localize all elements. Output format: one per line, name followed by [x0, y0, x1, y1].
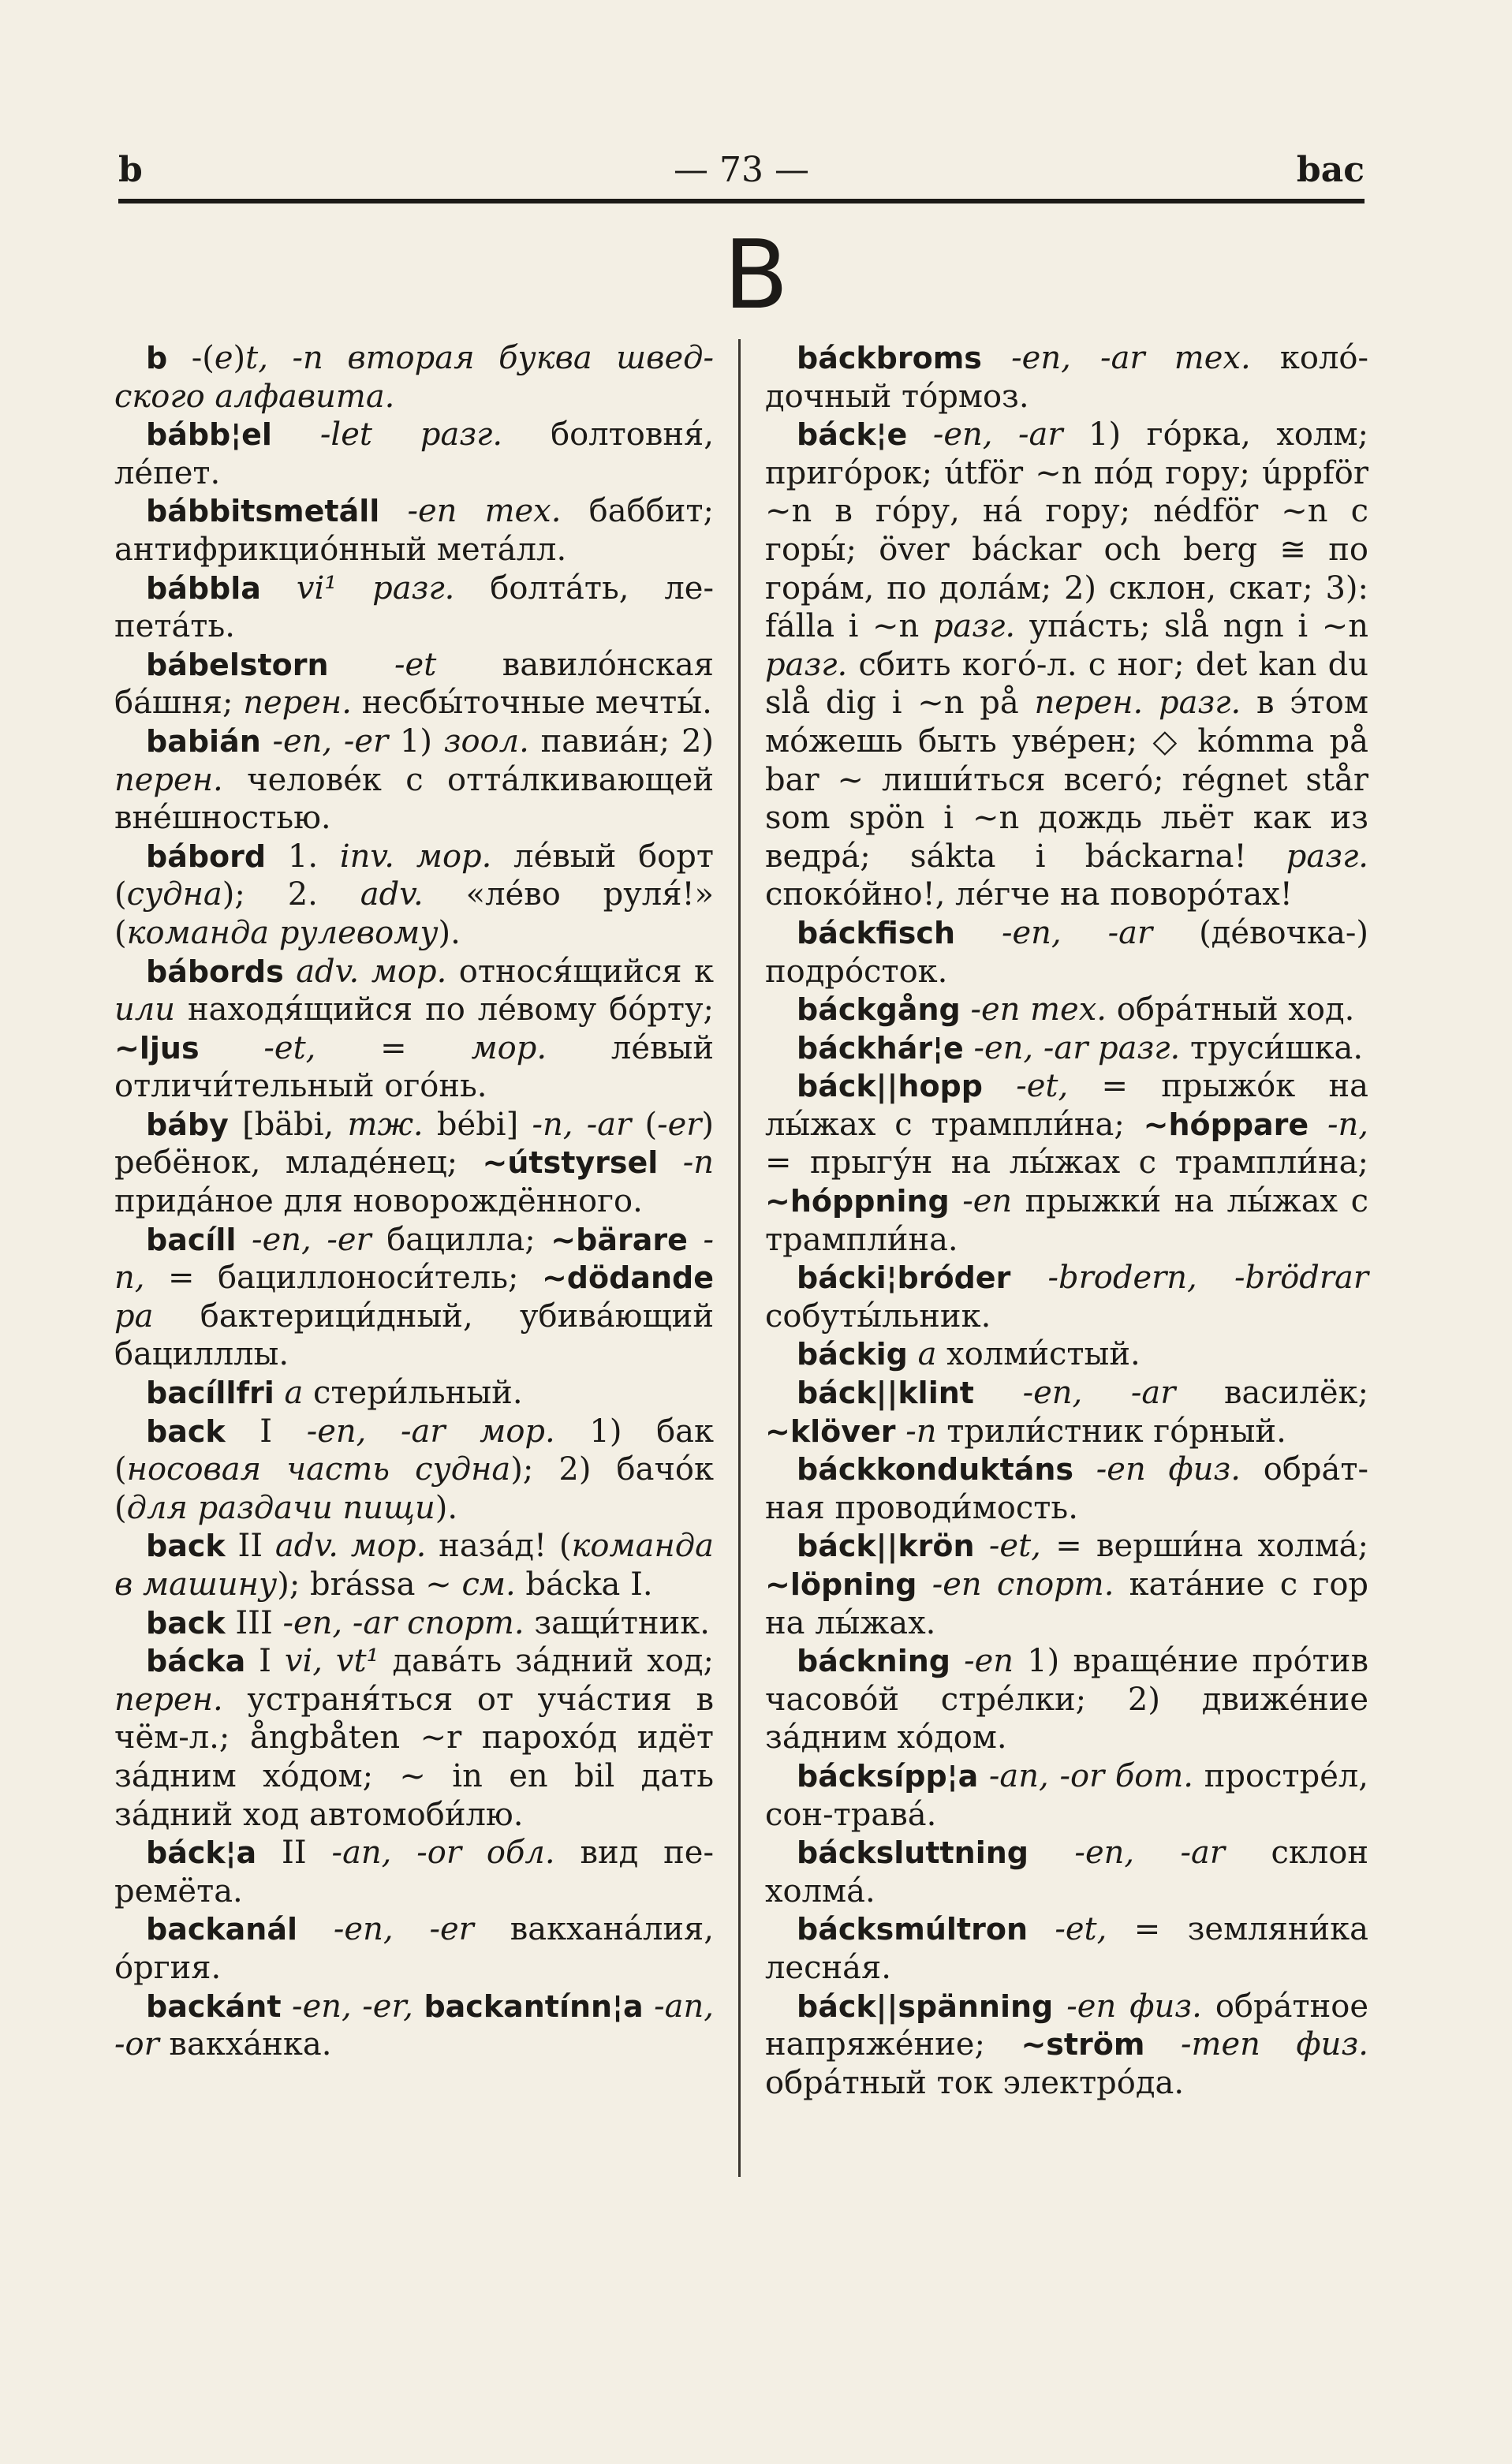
- entry-grammar-label: судна: [126, 876, 222, 913]
- entry-text: земляни́ка лесна́я.: [765, 1911, 1368, 1986]
- header-right-guide-word: bac: [1296, 150, 1365, 190]
- entry-text: ).: [435, 1489, 458, 1526]
- entry-text: 1.: [266, 838, 340, 875]
- entry-headword: babián: [146, 723, 261, 759]
- entry-text: склон холма́.: [765, 1835, 1368, 1910]
- entry-text: дава́ть за́дний ход;: [379, 1643, 714, 1680]
- entry-headword: bácksluttning: [797, 1835, 1029, 1871]
- entry-headword: back: [146, 1529, 226, 1564]
- entry-headword: báck||krön: [797, 1529, 975, 1564]
- entry-text: ле́вый борт (: [114, 838, 714, 913]
- entry-text: bébi]: [423, 1106, 532, 1143]
- entry-grammar-label: -en физ.: [1053, 1988, 1202, 2025]
- entry-text: ).: [438, 914, 461, 951]
- entry-headword: ~dödande: [541, 1260, 714, 1296]
- entry-headword: bábords: [146, 954, 284, 989]
- entry-text: болта́ть, лепета́ть.: [114, 569, 714, 645]
- entry-text: вакха́нка.: [159, 2026, 332, 2063]
- entry-grammar-label: -et, =: [1028, 1911, 1161, 1948]
- entry-text: челове́к с отта́лкивающей вне́шностью.: [114, 761, 714, 837]
- entry-grammar-label: -en, -ar тех.: [981, 340, 1251, 376]
- entry-text: bácka I.: [515, 1566, 653, 1603]
- entry-headword: báby: [146, 1107, 229, 1142]
- dictionary-entry: [765, 339, 1368, 416]
- dictionary-entry: [765, 1642, 1368, 1757]
- entry-grammar-label: перен.: [114, 1681, 223, 1718]
- entry-grammar-label: -en, -ar: [907, 416, 1063, 454]
- dictionary-entry: [114, 569, 714, 646]
- entry-headword: bacíllfri: [146, 1376, 274, 1411]
- entry-text: I: [225, 1413, 307, 1450]
- entry-text: (: [631, 1106, 658, 1143]
- entry-grammar-label: -n: [895, 1413, 937, 1450]
- dictionary-entry: [765, 1757, 1368, 1834]
- entry-text: стери́льный.: [303, 1375, 523, 1412]
- entry-text: споко́йно!, ле́гче на поворо́тах!: [765, 876, 1293, 913]
- entry-grammar-label: -en физ.: [1073, 1451, 1241, 1488]
- entry-text: обра́тная проводи́мость.: [765, 1451, 1368, 1526]
- entry-text: баббит; антифрикцио́нный мета́лл.: [114, 493, 714, 568]
- entry-grammar-label: a: [274, 1375, 304, 1412]
- entry-headword: báckning: [797, 1644, 950, 1679]
- entry-grammar-label: команда в машину: [114, 1528, 714, 1603]
- dictionary-entry: [765, 1834, 1368, 1910]
- entry-text: собуты́льник.: [765, 1297, 991, 1335]
- entry-grammar-label: -et: [328, 646, 437, 683]
- entry-grammar-label: перен.: [243, 685, 352, 722]
- entry-text: прыжо́к на лы́жах с трампли́на;: [765, 1068, 1368, 1143]
- entry-headword: báck¦a: [146, 1835, 257, 1871]
- entry-grammar-label: или: [114, 991, 175, 1029]
- entry-text: находя́щийся по ле́вому бо́рту;: [175, 991, 714, 1029]
- entry-headword: backantínn¦a: [424, 1988, 644, 2024]
- entry-grammar-label: -et, =: [982, 1068, 1128, 1105]
- entry-headword: báck¦e: [797, 417, 908, 453]
- entry-text: бациллоноси́тель;: [194, 1260, 542, 1297]
- entry-text: 1) бак (: [114, 1413, 714, 1488]
- entry-grammar-label: -en тех.: [960, 991, 1107, 1029]
- page-header: [118, 150, 1365, 213]
- entry-grammar-label: -n: [658, 1144, 715, 1182]
- dictionary-entry: [765, 1910, 1368, 1987]
- entry-headword: báckhár¦e: [797, 1030, 964, 1066]
- dictionary-entry: [114, 339, 714, 416]
- entry-text: обра́тный ток электро́да.: [765, 2064, 1185, 2101]
- entry-text: вавило́нская ба́шня;: [114, 646, 714, 722]
- dictionary-entry: [765, 914, 1368, 991]
- entry-text: прида́ное для новорождённого.: [114, 1183, 643, 1220]
- entry-text: прыжки́ на лы́жах с трампли́на.: [765, 1183, 1368, 1258]
- entry-text: устраня́ться от уча́стия в чём-л.; ångbåten ~r парохо́д идёт за́дним хо́дом; ~ in en bil дать за́дний ход автомоби́лю.: [114, 1681, 714, 1833]
- entry-headword: báck||klint: [797, 1376, 974, 1411]
- entry-text: 1) го́рка, холм; приго́рок; útför ~n по́д гору; úppför ~n в го́ру, на́ гору; nédför ~n с горы́; över báckar och berg ≅ по гора́м, по дола́м; 2) склон, скат; 3): fálla i ~n: [765, 416, 1369, 645]
- entry-text: несбы́точные мечты́.: [351, 685, 712, 722]
- entry-text: бацилла;: [371, 1221, 551, 1258]
- dictionary-entry: [114, 1604, 714, 1643]
- entry-headword: ~bärare: [551, 1222, 688, 1257]
- entry-text: василёк;: [1175, 1375, 1368, 1412]
- entry-text: III: [225, 1604, 283, 1641]
- entry-grammar-label: перен. разг.: [1034, 685, 1241, 722]
- entry-grammar-label: -en: [949, 1183, 1013, 1220]
- entry-text: ле́вый отличи́тельный ого́нь.: [114, 1029, 715, 1105]
- entry-text: 1) враще́ние про́тив часово́й стре́лки; 2) движе́ние за́дним хо́дом.: [765, 1643, 1368, 1757]
- entry-text: «ле́во руля́!» (: [114, 876, 714, 951]
- entry-headword: bábbla: [146, 570, 261, 606]
- entry-grammar-label: команда рулевому: [126, 914, 439, 951]
- entry-text: [bäbi,: [228, 1106, 348, 1143]
- entry-text: верши́на холма́;: [1081, 1528, 1368, 1565]
- entry-text: I: [245, 1643, 285, 1680]
- entry-text: упа́сть; slå ngn i ~n: [1015, 608, 1368, 645]
- entry-headword: backánt: [146, 1988, 282, 2024]
- dictionary-entry: [114, 1527, 714, 1603]
- entry-headword: bácksmúltron: [797, 1912, 1028, 1947]
- entry-grammar-label: vi, vt¹: [284, 1643, 379, 1680]
- entry-grammar-label: носовая часть судна: [126, 1451, 511, 1488]
- entry-headword: ~hóppning: [765, 1184, 950, 1219]
- column-divider: [738, 339, 741, 2177]
- entry-text: -(: [167, 340, 215, 376]
- entry-text: вид перемёта.: [114, 1835, 714, 1910]
- entry-grammar-label: -n, =: [765, 1106, 1368, 1182]
- entry-grammar-label: разг.: [765, 646, 848, 683]
- entry-grammar-label: -en, -er,: [281, 1988, 413, 2025]
- entry-text: ); 2.: [222, 876, 360, 913]
- entry-grammar-label: -an, -or: [114, 1988, 714, 2063]
- entry-grammar-label: vi¹ разг.: [260, 569, 455, 607]
- entry-grammar-label: inv. мор.: [339, 838, 492, 875]
- entry-grammar-label: -et, = мор.: [199, 1029, 547, 1066]
- entry-text: ) ребёнок, младе́нец;: [114, 1106, 715, 1182]
- entry-grammar-label: -an, -or бот.: [978, 1757, 1194, 1794]
- dictionary-entry: [114, 1221, 714, 1374]
- entry-headword: bábbitsmetáll: [146, 494, 380, 529]
- entry-grammar-label: -en, -ar: [1029, 1835, 1226, 1872]
- entry-text: защи́тник.: [524, 1604, 710, 1641]
- entry-headword: bábelstorn: [146, 647, 329, 682]
- entry-headword: ~klöver: [765, 1413, 896, 1449]
- entry-text: 1): [388, 722, 444, 760]
- entry-grammar-label: adv.: [360, 876, 424, 913]
- entry-grammar-label: e: [214, 340, 233, 376]
- entry-headword: ~hóppare: [1143, 1107, 1309, 1142]
- entry-text: прыгу́н на лы́жах с трампли́на;: [791, 1144, 1368, 1182]
- entry-headword: báck||spänning: [797, 1988, 1054, 2024]
- entry-text: коло́дочный то́рмоз.: [765, 340, 1368, 415]
- right-column: [765, 339, 1368, 2102]
- entry-grammar-label: для раздачи пищи: [126, 1489, 435, 1526]
- entry-grammar-label: -en, -er: [236, 1221, 371, 1258]
- entry-text: труси́шка.: [1180, 1029, 1364, 1066]
- entry-grammar-label: -en спорт.: [917, 1566, 1114, 1603]
- entry-grammar-label: -n, =: [114, 1221, 714, 1297]
- page-number: — 73 —: [674, 150, 809, 190]
- entry-headword: bácki¦bróder: [797, 1260, 1011, 1296]
- entry-grammar-label: перен.: [114, 761, 223, 798]
- entry-headword: ~ljus: [114, 1030, 200, 1066]
- entry-grammar-label: -n, -ar: [532, 1106, 632, 1143]
- dictionary-entry: [765, 991, 1368, 1029]
- entry-text: сбить кого́-л. с ног; det kan du slå dig i ~n på: [765, 646, 1368, 722]
- entry-text: ): [233, 340, 246, 376]
- header-left-guide-word: b: [118, 150, 143, 190]
- entry-text: обра́тный ход.: [1107, 991, 1355, 1029]
- dictionary-entry: [114, 1988, 714, 2064]
- entry-headword: bább¦el: [146, 417, 272, 453]
- entry-text: обра́тное напряже́ние;: [765, 1988, 1368, 2063]
- entry-headword: ~ström: [1021, 2027, 1145, 2063]
- entry-headword: báck||hopp: [797, 1069, 983, 1104]
- entry-text: простре́л, сон-трава́.: [765, 1757, 1368, 1833]
- entry-grammar-label: -brodern, -brödrar: [1010, 1260, 1368, 1297]
- entry-text: ); brássa ~: [277, 1566, 462, 1603]
- entry-grammar-label: зоол.: [443, 722, 529, 760]
- entry-grammar-label: -er: [657, 1106, 702, 1143]
- entry-text: II: [256, 1835, 332, 1872]
- entry-text: бактерици́дный, убива́ющий бацилллы.: [114, 1297, 714, 1373]
- entry-headword: báckig: [797, 1337, 908, 1372]
- entry-grammar-label: adv. мор.: [274, 1528, 427, 1565]
- entry-grammar-label: adv. мор.: [283, 953, 447, 990]
- entry-grammar-label: -en, -ar мор.: [306, 1413, 555, 1450]
- entry-text: болтовня́, ле́пет.: [114, 416, 714, 491]
- entry-grammar-label: -men физ.: [1144, 2026, 1368, 2063]
- entry-text: II: [225, 1528, 275, 1565]
- dictionary-entry: [114, 953, 714, 1106]
- entry-headword: bacíll: [146, 1222, 237, 1257]
- entry-grammar-label: a: [907, 1336, 937, 1373]
- entry-text: вакхана́лия, о́ргия.: [114, 1911, 714, 1986]
- dictionary-entry: [114, 646, 714, 722]
- entry-text: ); 2) бачо́к (: [114, 1451, 714, 1526]
- entry-grammar-label: -en: [950, 1643, 1014, 1680]
- entry-grammar-label: -let разг.: [271, 416, 503, 454]
- entry-grammar-label: -an, -or обл.: [331, 1835, 555, 1872]
- dictionary-entry: [765, 1067, 1368, 1259]
- entry-headword: báckkonduktáns: [797, 1452, 1074, 1488]
- entry-text: относя́щийся к: [446, 953, 714, 990]
- entry-grammar-label: разг.: [1286, 838, 1368, 875]
- entry-headword: back: [146, 1413, 226, 1449]
- entry-grammar-label: -en, -ar: [955, 914, 1153, 951]
- entry-headword: báckgång: [797, 992, 961, 1028]
- dictionary-entry: [114, 1374, 714, 1413]
- dictionary-entry: [114, 492, 714, 569]
- section-letter: B: [723, 221, 789, 330]
- entry-grammar-label: -en тех.: [379, 493, 562, 530]
- entry-headword: backanál: [146, 1912, 298, 1947]
- dictionary-entry: [114, 1413, 714, 1528]
- entry-headword: báckbroms: [797, 341, 982, 375]
- entry-headword: back: [146, 1605, 226, 1641]
- entry-text: ката́ние с гор на лы́жах.: [765, 1566, 1369, 1641]
- dictionary-entry: [114, 838, 714, 953]
- entry-grammar-label: -en, -ar спорт.: [282, 1604, 525, 1641]
- dictionary-entry: [765, 1527, 1368, 1642]
- dictionary-entry: [114, 1834, 714, 1910]
- left-column: [114, 339, 714, 2064]
- entry-grammar-label: разг.: [932, 608, 1016, 645]
- entry-text: в э́том мо́жешь быть уве́рен; ◇ kómma på bar ~ лиши́ться всего́; régnet står som spön i ~n дождь льёт как из ведра́; sákta i báckarna!: [765, 685, 1368, 875]
- entry-headword: bácka: [146, 1644, 246, 1679]
- dictionary-entry: [765, 1029, 1368, 1068]
- dictionary-entry: [765, 1374, 1368, 1450]
- entry-text: трили́стник го́рный.: [936, 1413, 1286, 1450]
- entry-text: [413, 1988, 424, 2025]
- entry-text: холми́стый.: [936, 1336, 1141, 1373]
- entry-headword: ~löpning: [765, 1567, 917, 1602]
- entry-grammar-label: -en, -ar: [973, 1375, 1176, 1412]
- dictionary-entry: [765, 1988, 1368, 2103]
- dictionary-entry: [114, 1106, 714, 1221]
- entry-headword: bábord: [146, 838, 267, 874]
- entry-grammar-label: -et, =: [974, 1528, 1082, 1565]
- dictionary-entry: [114, 722, 714, 838]
- entry-grammar-label: -en, -er: [260, 722, 389, 760]
- dictionary-entry: [765, 1450, 1368, 1527]
- entry-grammar-label: -en, -ar разг.: [963, 1029, 1181, 1066]
- entry-grammar-label: тж.: [347, 1106, 424, 1143]
- dictionary-entry: [765, 1259, 1368, 1335]
- entry-grammar-label: см.: [461, 1566, 516, 1603]
- entry-grammar-label: t, -n вторая буква шведского алфавита.: [114, 340, 714, 415]
- entry-headword: bácksípp¦a: [797, 1758, 979, 1794]
- dictionary-entry: [114, 1642, 714, 1834]
- dictionary-entry: [765, 416, 1368, 914]
- entry-headword: báckfisch: [797, 915, 956, 950]
- entry-grammar-label: -en, -er: [297, 1911, 474, 1948]
- entry-headword: b: [146, 341, 168, 375]
- header-rule: [118, 199, 1365, 203]
- entry-headword: ~útstyrsel: [482, 1145, 659, 1181]
- entry-grammar-label: pa: [114, 1297, 154, 1335]
- dictionary-entry: [114, 416, 714, 492]
- entry-text: павиа́н; 2): [528, 722, 715, 760]
- dictionary-entry: [114, 1910, 714, 1987]
- entry-text: наза́д! (: [426, 1528, 572, 1565]
- entry-text: (де́вочка-) подро́сток.: [765, 914, 1369, 990]
- dictionary-entry: [765, 1335, 1368, 1374]
